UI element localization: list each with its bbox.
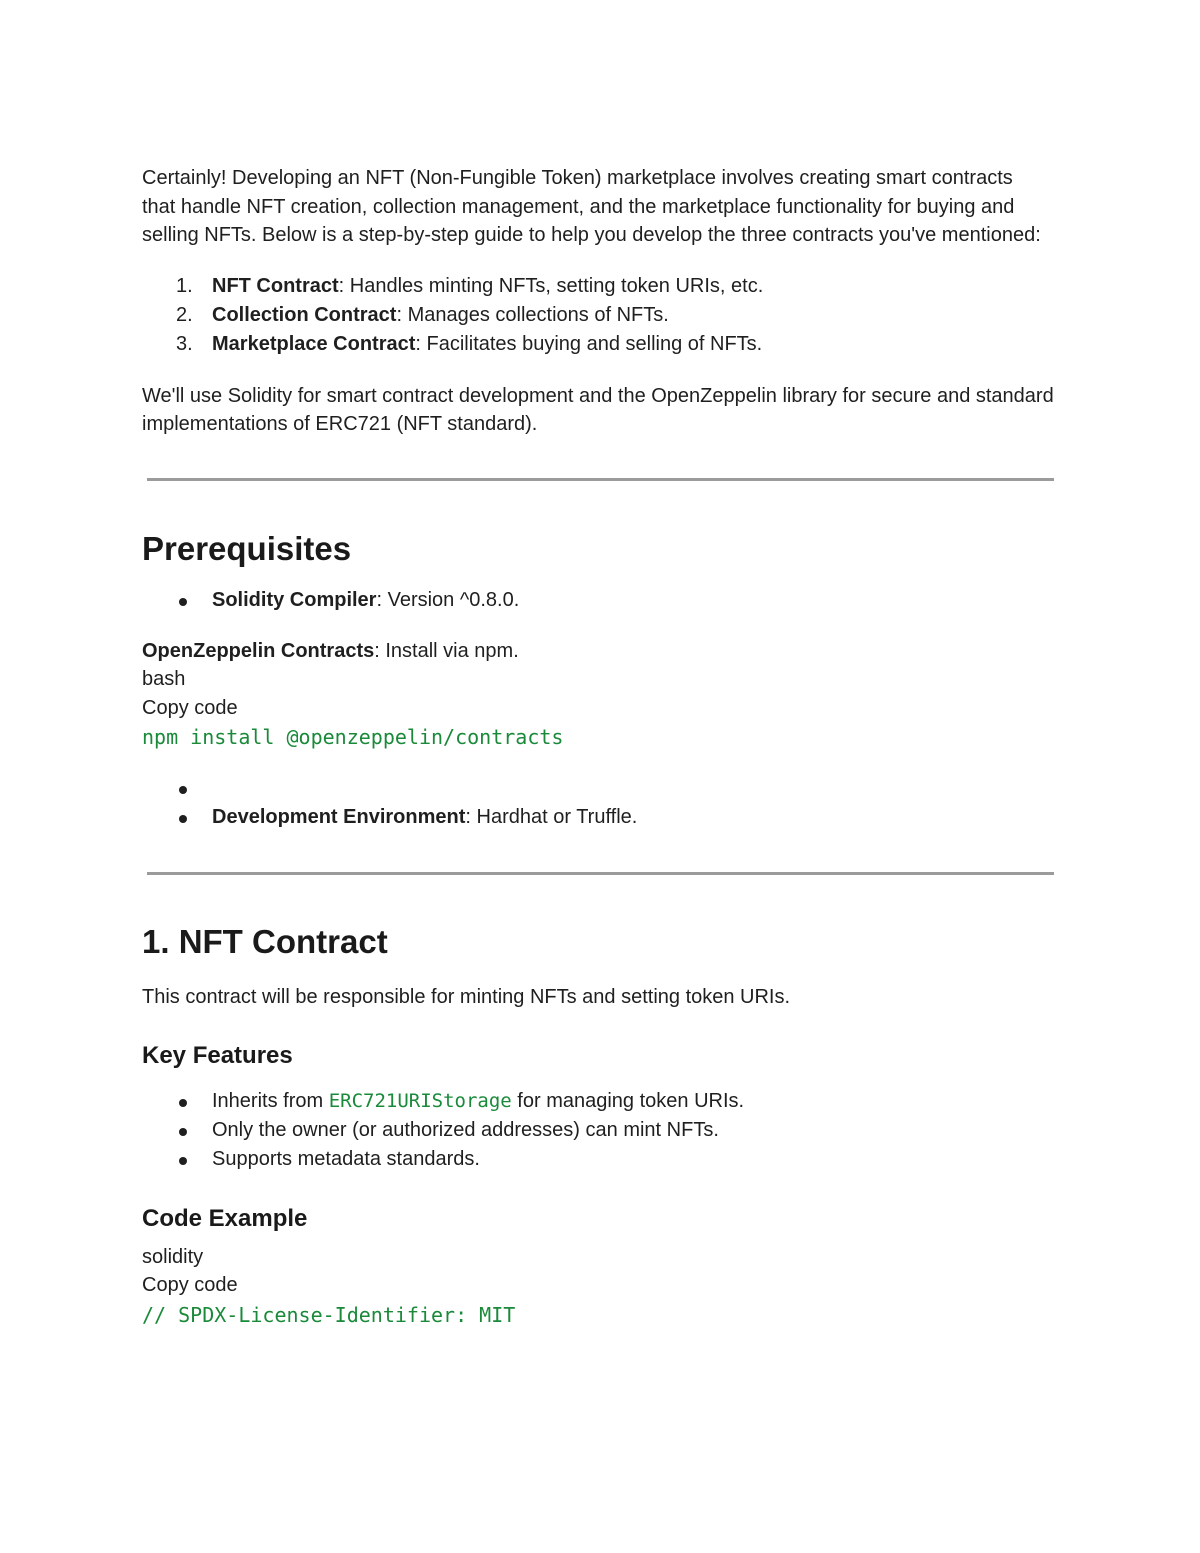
openzeppelin-line xyxy=(142,637,1054,666)
step-desc: : Manages collections of NFTs. xyxy=(396,303,669,326)
feature-text: Only the owner (or authorized addresses) can mint NFTs. xyxy=(212,1118,719,1141)
copy-code-button[interactable]: Copy code xyxy=(142,696,238,719)
list-item xyxy=(142,272,1054,301)
feature-text: Inherits from xyxy=(212,1089,329,1112)
step-title: Collection Contract xyxy=(212,303,397,326)
step-title: NFT Contract xyxy=(212,274,339,297)
step-desc: : Handles minting NFTs, setting token URIs, etc. xyxy=(338,274,764,297)
bullet-icon xyxy=(179,598,187,606)
code-language-label: bash xyxy=(142,668,186,690)
feature-text: Supports metadata standards. xyxy=(212,1147,480,1170)
list-item xyxy=(142,301,1054,330)
list-item xyxy=(142,1087,1054,1116)
nft-contract-description: This contract will be responsible for minting NFTs and setting token URIs. xyxy=(142,986,791,1008)
code-language-label: solidity xyxy=(142,1245,204,1268)
bullet-icon xyxy=(179,815,187,823)
oz-desc: : Install via npm. xyxy=(374,639,519,662)
item-desc: : Version ^0.8.0. xyxy=(376,588,520,611)
bullet-icon xyxy=(179,1099,187,1107)
list-item xyxy=(142,586,1054,615)
item-desc: : Hardhat or Truffle. xyxy=(465,806,638,828)
list-number: 3. xyxy=(176,332,193,355)
prerequisites-list-cont xyxy=(142,774,1054,832)
nft-contract-heading: 1. NFT Contract xyxy=(142,923,388,960)
list-number: 2. xyxy=(176,303,193,326)
bullet-icon xyxy=(179,1157,187,1165)
document-page xyxy=(142,164,1054,1330)
intro-paragraph: Certainly! Developing an NFT (Non-Fungible Token) marketplace involves creating smart contracts that handle NFT creation, collection management, and the marketplace functionality for buying and selling NFTs. Below is a step-by-step guide to help you develop the three contracts you've mentioned: xyxy=(142,167,1041,246)
bullet-icon xyxy=(179,1128,187,1136)
list-item xyxy=(142,1116,1054,1145)
inline-code: ERC721URIStorage xyxy=(328,1089,512,1112)
step-desc: : Facilitates buying and selling of NFTs. xyxy=(415,332,763,355)
list-item xyxy=(142,803,1054,832)
bullet-icon xyxy=(179,786,187,794)
key-features-heading: Key Features xyxy=(142,1041,293,1069)
oz-title: OpenZeppelin Contracts xyxy=(142,639,375,662)
divider xyxy=(147,872,1054,875)
list-item xyxy=(142,774,1054,803)
contract-list xyxy=(142,272,1054,359)
step-title: Marketplace Contract xyxy=(212,332,416,355)
code-example-heading: Code Example xyxy=(142,1204,308,1232)
code-block: npm install @openzeppelin/contracts xyxy=(142,725,564,749)
list-item xyxy=(142,1145,1054,1174)
feature-text: for managing token URIs. xyxy=(511,1089,745,1112)
prerequisites-heading: Prerequisites xyxy=(142,529,352,567)
features-list xyxy=(142,1087,1054,1174)
tools-paragraph: We'll use Solidity for smart contract development and the OpenZeppelin library for secure and standard implementations of ERC721 (NFT standard). xyxy=(142,384,1054,435)
copy-code-button[interactable]: Copy code xyxy=(142,1274,238,1296)
divider xyxy=(147,478,1054,481)
item-title: Solidity Compiler xyxy=(212,588,377,611)
list-number: 1. xyxy=(176,274,193,297)
list-item xyxy=(142,330,1054,359)
prerequisites-list xyxy=(142,586,1054,615)
code-block: // SPDX-License-Identifier: MIT xyxy=(142,1302,516,1327)
item-title: Development Environment xyxy=(212,806,466,828)
